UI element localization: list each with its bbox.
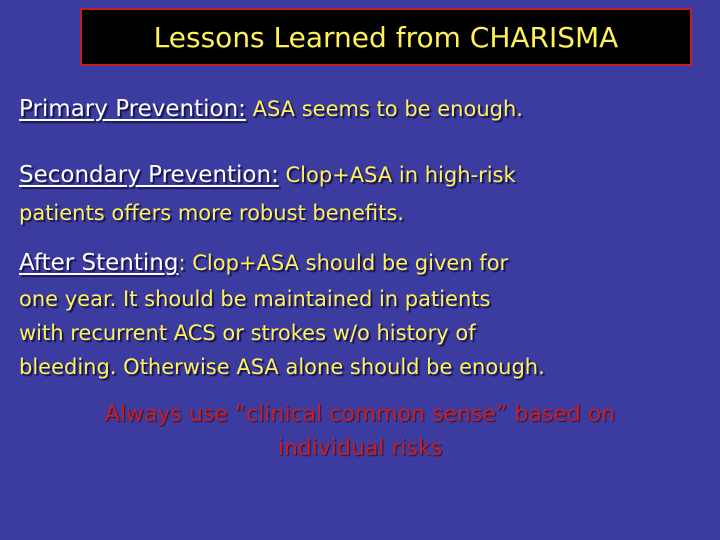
after-stenting-text-1: : Clop+ASA should be given for	[178, 251, 509, 275]
after-stenting-text-2: one year. It should be maintained in patients	[19, 287, 491, 311]
secondary-prevention-text-2: patients offers more robust benefits.	[19, 201, 404, 225]
title-box	[80, 8, 692, 66]
stenting-line-1	[19, 246, 709, 282]
primary-prevention-paragraph	[19, 96, 709, 122]
after-stenting-text-3: with recurrent ACS or strokes w/o history of	[19, 321, 476, 345]
secondary-prevention-paragraph	[19, 157, 709, 231]
secondary-prevention-heading: Secondary Prevention:	[19, 162, 279, 188]
secondary-line-1	[19, 157, 709, 195]
after-stenting-text-4: bleeding. Otherwise ASA alone should be enough.	[19, 355, 545, 379]
note-line-1: Always use “clinical common sense” based on	[104, 402, 616, 427]
note-line-2: individual risks	[277, 436, 443, 461]
after-stenting-heading: After Stenting	[19, 250, 179, 276]
clinical-sense-note	[0, 398, 720, 466]
after-stenting-paragraph	[19, 246, 709, 384]
slide-title: Lessons Learned from CHARISMA	[153, 20, 619, 54]
primary-prevention-text: ASA seems to be enough.	[245, 97, 523, 121]
primary-prevention-heading: Primary Prevention:	[19, 96, 246, 122]
secondary-prevention-text-1: Clop+ASA in high-risk	[278, 163, 516, 187]
